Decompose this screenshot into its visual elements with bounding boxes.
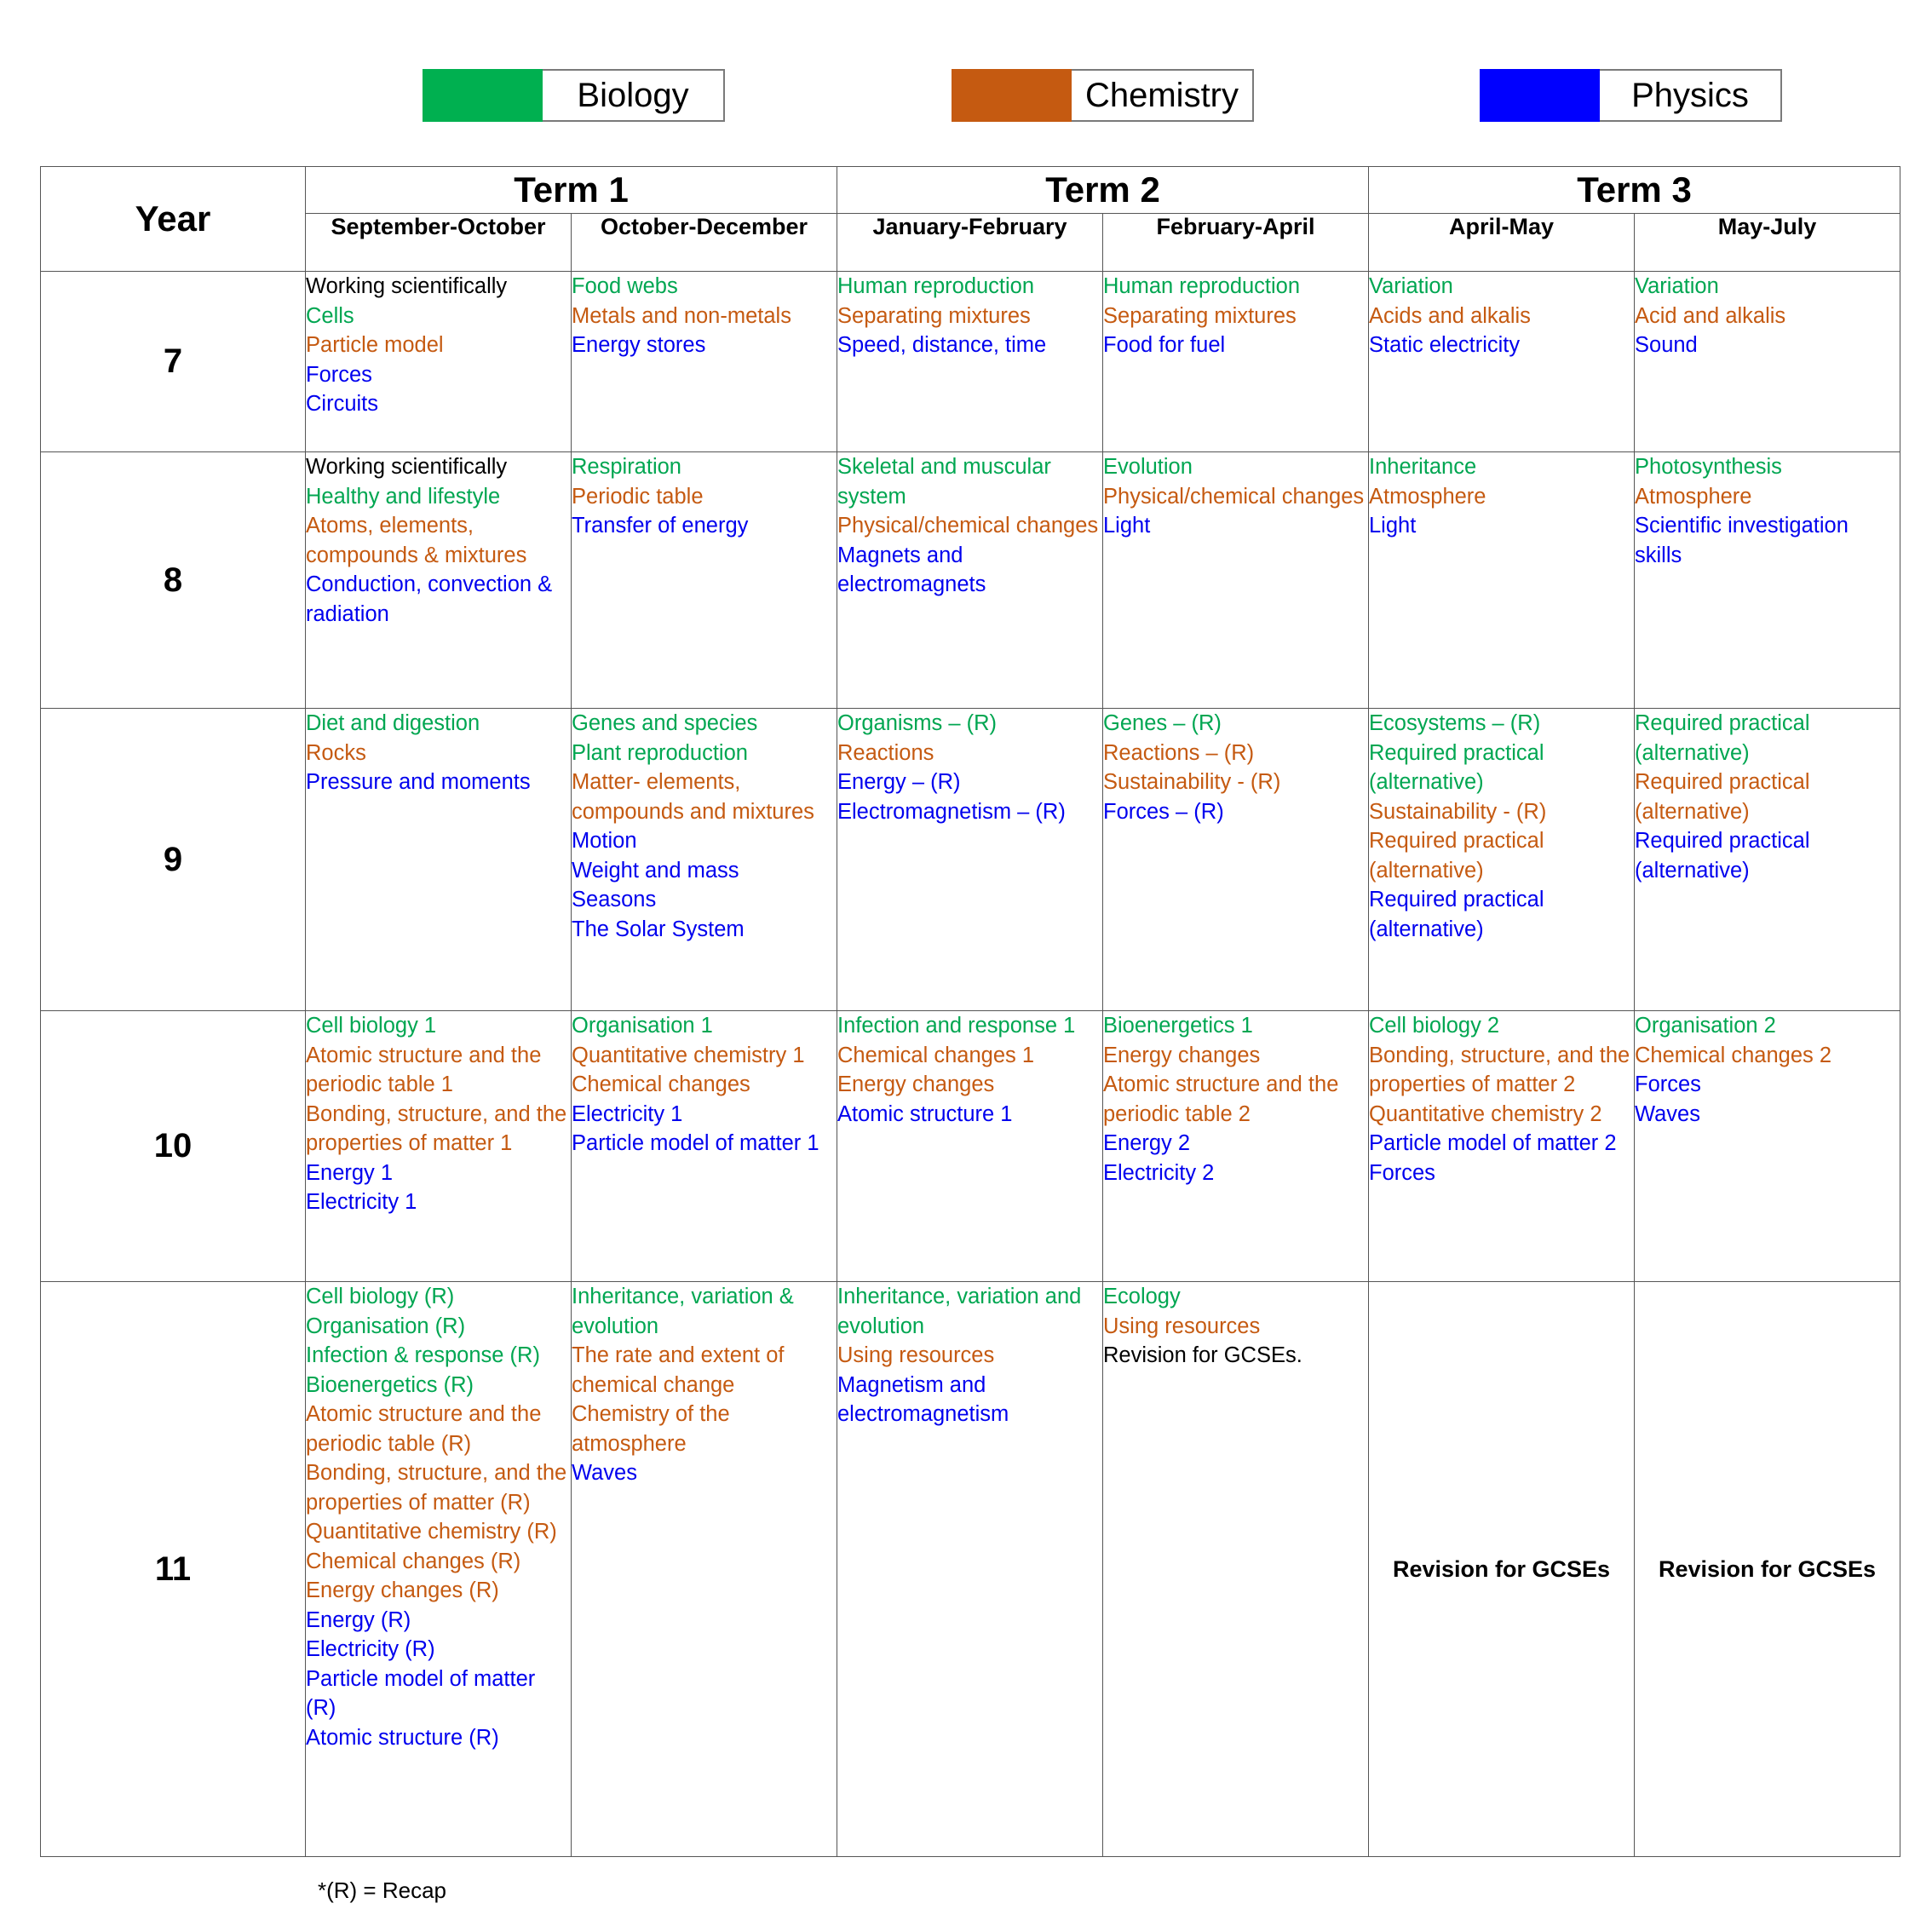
- topic-cell: [837, 1011, 1103, 1282]
- topic-item: Waves: [572, 1461, 637, 1485]
- topic-item: Forces: [306, 362, 372, 387]
- period-header: April-May: [1369, 213, 1635, 271]
- topic-item: Chemical changes 1: [837, 1043, 1035, 1067]
- topic-item: Energy 1: [306, 1160, 394, 1185]
- topic-item: Required practical: [1635, 829, 1810, 853]
- topic-cell: [572, 709, 837, 1011]
- topic-item: Human reproduction: [837, 274, 1035, 298]
- topic-item: Separating mixtures: [1103, 303, 1297, 328]
- topic-item: Working scientifically: [306, 455, 508, 479]
- topic-cell: [837, 709, 1103, 1011]
- topic-item: Required practical: [1635, 711, 1810, 735]
- topic-item: Genes and species: [572, 711, 758, 735]
- topic-item: (alternative): [1369, 858, 1484, 883]
- topic-item: Circuits: [306, 392, 379, 416]
- topic-cell: [1635, 709, 1900, 1011]
- topic-cell: [1369, 452, 1635, 709]
- topic-item: Chemical changes (R): [306, 1549, 521, 1573]
- topic-item: Cells: [306, 303, 354, 328]
- topic-item: Sustainability - (R): [1369, 799, 1547, 824]
- topic-item: Infection and response 1: [837, 1014, 1076, 1038]
- topic-item: Food webs: [572, 274, 678, 298]
- topic-item: Particle model: [306, 333, 444, 357]
- topic-item: The Solar System: [572, 917, 745, 941]
- topic-item: Sustainability - (R): [1103, 770, 1281, 794]
- topic-cell: [572, 1282, 837, 1857]
- topic-item: Light: [1369, 514, 1417, 538]
- year-row: [41, 1011, 1900, 1282]
- topic-item: Using resources: [837, 1343, 995, 1367]
- curriculum-table: [40, 166, 1900, 1857]
- topic-item: Electricity (R): [306, 1637, 435, 1661]
- topic-item: Photosynthesis: [1635, 455, 1782, 479]
- topic-item: Cell biology 2: [1369, 1014, 1500, 1038]
- topic-item: Energy changes (R): [306, 1578, 499, 1602]
- topic-item: Energy changes: [837, 1072, 995, 1096]
- topic-item: Bonding, structure, and the: [306, 1461, 567, 1485]
- year-label: 7: [41, 272, 306, 452]
- topic-item: periodic table 2: [1103, 1101, 1251, 1126]
- topic-cell: [1369, 272, 1635, 452]
- topic-item: Periodic table: [572, 484, 704, 509]
- topic-item: compounds & mixtures: [306, 543, 527, 567]
- year-label: 8: [41, 452, 306, 709]
- topic-item: Electricity 2: [1103, 1160, 1215, 1185]
- topic-item: Food for fuel: [1103, 333, 1226, 357]
- topic-item: Quantitative chemistry (R): [306, 1520, 557, 1544]
- topic-item: Atoms, elements,: [306, 514, 474, 538]
- topic-item: (alternative): [1369, 917, 1484, 941]
- topic-item: (R): [306, 1696, 336, 1720]
- topic-item: Motion: [572, 829, 637, 853]
- topic-item: Atmosphere: [1635, 484, 1752, 509]
- topic-cell: [306, 272, 572, 452]
- topic-cell: [1103, 272, 1369, 452]
- topic-cell: [1103, 709, 1369, 1011]
- year-label: 11: [41, 1282, 306, 1857]
- revision-cell: Revision for GCSEs: [1635, 1282, 1900, 1857]
- topic-item: Healthy and lifestyle: [306, 484, 501, 509]
- topic-item: Ecosystems – (R): [1369, 711, 1541, 735]
- topic-item: Quantitative chemistry 2: [1369, 1101, 1602, 1126]
- topic-item: Bioenergetics 1: [1103, 1014, 1253, 1038]
- topic-item: Energy changes: [1103, 1043, 1261, 1067]
- period-header: February-April: [1103, 213, 1369, 271]
- topic-item: Bonding, structure, and the: [306, 1101, 567, 1126]
- topic-item: electromagnets: [837, 572, 986, 596]
- topic-item: compounds and mixtures: [572, 799, 814, 824]
- topic-item: Light: [1103, 514, 1151, 538]
- term-3-header: Term 3: [1369, 167, 1900, 214]
- period-header: January-February: [837, 213, 1103, 271]
- topic-item: Seasons: [572, 888, 657, 911]
- topic-cell: [306, 1282, 572, 1857]
- topic-item: chemical change: [572, 1372, 735, 1397]
- topic-item: Sound: [1635, 333, 1698, 357]
- topic-item: Particle model of matter 1: [572, 1131, 819, 1155]
- legend-label-physics: Physics: [1600, 69, 1782, 122]
- topic-item: Inheritance: [1369, 455, 1477, 479]
- topic-item: Particle model of matter: [306, 1666, 536, 1691]
- period-header: October-December: [572, 213, 837, 271]
- topic-cell: [1635, 452, 1900, 709]
- topic-item: Atomic structure and the: [306, 1402, 542, 1426]
- legend-swatch-biology: [423, 69, 543, 122]
- topic-item: Atomic structure and the: [306, 1043, 542, 1067]
- topic-item: Ecology: [1103, 1285, 1181, 1308]
- topic-item: Human reproduction: [1103, 274, 1301, 298]
- topic-item: Energy stores: [572, 333, 706, 357]
- topic-item: Weight and mass: [572, 858, 739, 883]
- topic-item: Reactions: [837, 740, 934, 765]
- year-row: [41, 452, 1900, 709]
- topic-cell: [837, 452, 1103, 709]
- topic-item: Particle model of matter 2: [1369, 1131, 1617, 1155]
- topic-item: Matter- elements,: [572, 770, 741, 794]
- topic-item: Atomic structure 1: [837, 1101, 1013, 1126]
- topic-item: Working scientifically: [306, 274, 508, 298]
- topic-item: Rocks: [306, 740, 366, 765]
- topic-item: Cell biology (R): [306, 1285, 455, 1308]
- period-header: May-July: [1635, 213, 1900, 271]
- topic-cell: [572, 452, 837, 709]
- topic-item: Physical/chemical changes: [1103, 484, 1365, 509]
- topic-cell: [837, 272, 1103, 452]
- topic-cell: [1635, 272, 1900, 452]
- topic-item: Forces: [1635, 1072, 1701, 1096]
- topic-item: Required practical: [1635, 770, 1810, 794]
- period-header: September-October: [306, 213, 572, 271]
- topic-item: properties of matter 2: [1369, 1072, 1576, 1096]
- topic-item: Scientific investigation skills: [1635, 514, 1849, 567]
- topic-item: Chemical changes: [572, 1072, 750, 1096]
- topic-cell: [1103, 1011, 1369, 1282]
- topic-item: Evolution: [1103, 455, 1193, 479]
- topic-cell: [306, 709, 572, 1011]
- legend-swatch-physics: [1480, 69, 1600, 122]
- topic-item: Conduction, convection &: [306, 572, 553, 596]
- topic-item: Inheritance, variation &: [572, 1285, 794, 1308]
- topic-item: Bioenergetics (R): [306, 1372, 474, 1397]
- legend-label-biology: Biology: [543, 69, 725, 122]
- topic-item: Inheritance, variation and: [837, 1285, 1082, 1308]
- legend-label-chemistry: Chemistry: [1072, 69, 1254, 122]
- topic-item: Magnetism and: [837, 1372, 986, 1397]
- revision-cell: Revision for GCSEs: [1369, 1282, 1635, 1857]
- topic-item: system: [837, 484, 906, 509]
- topic-item: (alternative): [1635, 858, 1750, 883]
- topic-item: Organisation 2: [1635, 1014, 1776, 1038]
- year-header: Year: [41, 167, 306, 272]
- topic-cell: [572, 272, 837, 452]
- topic-item: Atmosphere: [1369, 484, 1486, 509]
- topic-item: (alternative): [1369, 770, 1484, 794]
- topic-item: evolution: [572, 1314, 659, 1338]
- legend-biology: [423, 69, 725, 122]
- topic-item: properties of matter 1: [306, 1131, 513, 1155]
- topic-item: Static electricity: [1369, 333, 1521, 357]
- topic-item: atmosphere: [572, 1431, 687, 1456]
- topic-item: Required practical: [1369, 888, 1544, 911]
- topic-item: Organisation 1: [572, 1014, 713, 1038]
- topic-item: Electromagnetism – (R): [837, 799, 1066, 824]
- topic-item: Pressure and moments: [306, 770, 531, 794]
- topic-cell: [1369, 709, 1635, 1011]
- legend-chemistry: [952, 69, 1254, 122]
- topic-item: electromagnetism: [837, 1402, 1009, 1426]
- topic-item: Magnets and: [837, 543, 963, 567]
- topic-cell: [306, 452, 572, 709]
- topic-item: Forces – (R): [1103, 799, 1224, 824]
- topic-item: evolution: [837, 1314, 925, 1338]
- topic-item: Using resources: [1103, 1314, 1261, 1338]
- topic-item: Revision for GCSEs.: [1103, 1343, 1302, 1367]
- topic-item: Quantitative chemistry 1: [572, 1043, 805, 1067]
- term-1-header: Term 1: [306, 167, 837, 214]
- topic-item: Forces: [1369, 1160, 1435, 1185]
- topic-item: (alternative): [1635, 799, 1750, 824]
- year-label: 9: [41, 709, 306, 1011]
- year-row: [41, 1282, 1900, 1857]
- topic-item: Reactions – (R): [1103, 740, 1255, 765]
- topic-item: Diet and digestion: [306, 711, 480, 735]
- topic-item: Bonding, structure, and the: [1369, 1043, 1630, 1067]
- legend-swatch-chemistry: [952, 69, 1072, 122]
- topic-item: Waves: [1635, 1101, 1700, 1126]
- topic-cell: [837, 1282, 1103, 1857]
- topic-cell: [1103, 452, 1369, 709]
- topic-item: properties of matter (R): [306, 1490, 531, 1515]
- topic-item: Metals and non-metals: [572, 303, 791, 328]
- topic-item: Energy 2: [1103, 1131, 1191, 1155]
- topic-cell: [1103, 1282, 1369, 1857]
- topic-item: Chemical changes 2: [1635, 1043, 1832, 1067]
- topic-item: Variation: [1369, 274, 1453, 298]
- topic-item: (alternative): [1635, 740, 1750, 765]
- topic-cell: [1369, 1011, 1635, 1282]
- footnote: *(R) = Recap: [318, 1877, 446, 1903]
- topic-item: Skeletal and muscular: [837, 455, 1051, 479]
- topic-item: Infection & response (R): [306, 1343, 540, 1367]
- topic-item: Plant reproduction: [572, 740, 748, 765]
- topic-item: radiation: [306, 601, 389, 626]
- topic-item: Transfer of energy: [572, 514, 749, 538]
- topic-item: Variation: [1635, 274, 1719, 298]
- topic-item: Energy (R): [306, 1607, 411, 1632]
- term-2-header: Term 2: [837, 167, 1369, 214]
- topic-item: Electricity 1: [572, 1101, 683, 1126]
- topic-item: Cell biology 1: [306, 1014, 437, 1038]
- topic-item: Physical/chemical changes: [837, 514, 1099, 538]
- topic-item: Required practical: [1369, 829, 1544, 853]
- year-row: [41, 272, 1900, 452]
- topic-item: The rate and extent of: [572, 1343, 785, 1367]
- topic-item: Required practical: [1369, 740, 1544, 765]
- topic-item: periodic table (R): [306, 1431, 472, 1456]
- topic-item: Respiration: [572, 455, 681, 479]
- topic-item: Electricity 1: [306, 1190, 417, 1214]
- topic-item: Chemistry of the: [572, 1402, 730, 1426]
- year-row: [41, 709, 1900, 1011]
- year-label: 10: [41, 1011, 306, 1282]
- legend-physics: [1480, 69, 1782, 122]
- topic-item: Organisation (R): [306, 1314, 466, 1338]
- topic-cell: [1635, 1011, 1900, 1282]
- topic-cell: [572, 1011, 837, 1282]
- topic-cell: [306, 1011, 572, 1282]
- topic-item: Energy – (R): [837, 770, 961, 794]
- topic-item: Organisms – (R): [837, 711, 998, 735]
- topic-item: Atomic structure and the: [1103, 1072, 1339, 1096]
- topic-item: Acids and alkalis: [1369, 303, 1531, 328]
- topic-item: Acid and alkalis: [1635, 303, 1786, 328]
- topic-item: periodic table 1: [306, 1072, 453, 1096]
- topic-item: Separating mixtures: [837, 303, 1031, 328]
- topic-item: Genes – (R): [1103, 711, 1222, 735]
- topic-item: Atomic structure (R): [306, 1725, 499, 1750]
- topic-item: Speed, distance, time: [837, 333, 1047, 357]
